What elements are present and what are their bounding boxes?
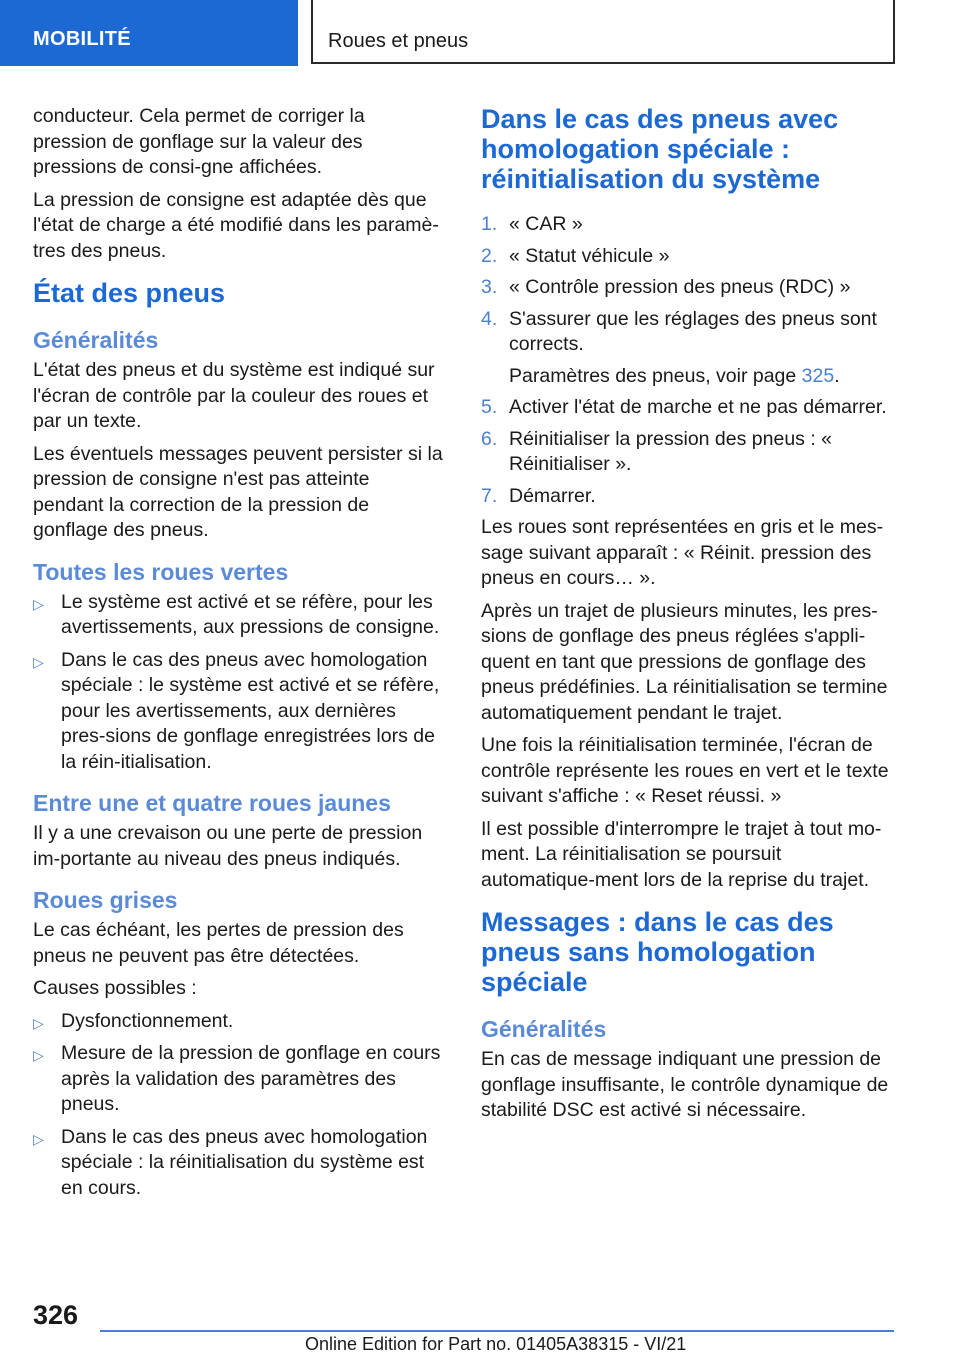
list-item: ▷ Dysfonctionnement. xyxy=(33,1009,443,1035)
bullet-list xyxy=(33,1009,443,1202)
paragraph: L'état des pneus et du système est indiqué sur l'écran de contrôle par la couleur des roues et par un texte. xyxy=(33,359,435,432)
step-number: 2. xyxy=(481,244,498,267)
step-number: 3. xyxy=(481,276,498,298)
heading-generalites: Généralités xyxy=(33,327,159,353)
heading-generalites: Généralités xyxy=(481,1016,607,1042)
chapter-title: Roues et pneus xyxy=(328,30,469,52)
numbered-list xyxy=(481,212,891,509)
list-item: ▷ Dans le cas des pneus avec homologation spéciale : la réinitialisation du système est en cours. xyxy=(33,1125,428,1199)
heading-etat-des-pneus: État des pneus xyxy=(33,278,226,308)
cross-reference: Paramètres des pneus, voir page 325. xyxy=(509,364,840,387)
list-item: 2. « Statut véhicule » xyxy=(481,244,891,270)
step-number: 1. xyxy=(481,213,498,235)
list-item: 1. « CAR » xyxy=(481,212,891,238)
right-column xyxy=(481,104,891,1131)
step-number: 5. xyxy=(481,396,498,418)
triangle-bullet-icon: ▷ xyxy=(33,1130,44,1147)
page-number: 326 xyxy=(33,1300,79,1330)
section-title: MOBILITÉ xyxy=(33,28,131,50)
paragraph: Il est possible d'interrompre le trajet à tout mo-ment. La réinitialisation se poursuit automatique-ment lors de la reprise du trajet. xyxy=(481,817,882,891)
footer-divider xyxy=(100,1330,894,1332)
chapter-header xyxy=(311,0,895,64)
step-number: 6. xyxy=(481,427,498,450)
heading-roues-jaunes: Entre une et quatre roues jaunes xyxy=(33,790,391,816)
triangle-bullet-icon: ▷ xyxy=(33,1047,44,1063)
heading-messages: Messages : dans le cas des pneus sans homologation spéciale xyxy=(481,907,834,997)
paragraph: Il y a une crevaison ou une perte de pression im-portante au niveau des pneus indiqués. xyxy=(33,822,423,870)
paragraph: Le cas échéant, les pertes de pression des pneus ne peuvent pas être détectées. xyxy=(33,919,404,967)
list-item: 4. S'assurer que les réglages des pneus sont corrects. Paramètres des pneus, voir page 325. xyxy=(481,307,891,390)
paragraph: Une fois la réinitialisation terminée, l'écran de contrôle représente les roues en vert et le texte suivant s'affiche : « Reset réussi. » xyxy=(481,734,889,807)
triangle-bullet-icon: ▷ xyxy=(33,595,44,612)
heading-roues-vertes: Toutes les roues vertes xyxy=(33,558,289,585)
page-link[interactable]: 325 xyxy=(801,364,835,387)
paragraph: conducteur. Cela permet de corriger la pression de gonflage sur la valeur des pressions de consi-gne affichées. xyxy=(33,105,365,178)
paragraph: Les éventuels messages peuvent persister si la pression de consigne n'est pas atteinte pendant la correction de la pression de gonflage des pneus. xyxy=(33,442,443,541)
list-item: 6. Réinitialiser la pression des pneus : « Réinitialiser ». xyxy=(481,427,833,475)
step-number: 4. xyxy=(481,307,498,330)
paragraph: La pression de consigne est adaptée dès que l'état de charge a été modifié dans les paramè-tres des pneus. xyxy=(33,188,439,262)
bullet-list xyxy=(33,590,443,776)
paragraph: Après un trajet de plusieurs minutes, les pres-sions de gonflage des pneus réglées s'appli-quent en tant que pressions de gonflage des pneus prédéfinies. La réinitialisation se termine automatiquement pendant le trajet. xyxy=(481,599,888,724)
edition-footer: Online Edition for Part no. 01405A38315 - VI/21 xyxy=(305,1334,687,1354)
left-column xyxy=(33,104,443,1208)
paragraph: En cas de message indiquant une pression de gonflage insuffisante, le contrôle dynamique de stabilité DSC est activé si nécessaire. xyxy=(481,1048,889,1121)
triangle-bullet-icon: ▷ xyxy=(33,653,44,670)
list-item: 5. Activer l'état de marche et ne pas démarrer. xyxy=(481,395,891,421)
list-item: 7. Démarrer. xyxy=(481,484,891,510)
list-item: 3. « Contrôle pression des pneus (RDC) » xyxy=(481,275,891,301)
list-item: ▷ Dans le cas des pneus avec homologation spéciale : le système est activé et se réfère, pour les avertissements, aux dernières pres-sions de gonflage enregistrées lors de la réin-itialisation. xyxy=(33,648,440,773)
list-item: ▷ Mesure de la pression de gonflage en cours après la validation des paramètres des pneus. xyxy=(33,1042,441,1115)
section-tab xyxy=(0,0,298,66)
step-number: 7. xyxy=(481,484,498,507)
paragraph: Les roues sont représentées en gris et le mes-sage suivant apparaît : « Réinit. pression des pneus en cours… ». xyxy=(481,516,884,589)
list-item: ▷ Le système est activé et se réfère, pour les avertissements, aux pressions de consigne. xyxy=(33,590,440,638)
paragraph: Causes possibles : xyxy=(33,977,197,999)
heading-reinitialisation: Dans le cas des pneus avec homologation spéciale : réinitialisation du système xyxy=(481,104,839,194)
triangle-bullet-icon: ▷ xyxy=(33,1014,44,1031)
heading-roues-grises: Roues grises xyxy=(33,887,178,913)
